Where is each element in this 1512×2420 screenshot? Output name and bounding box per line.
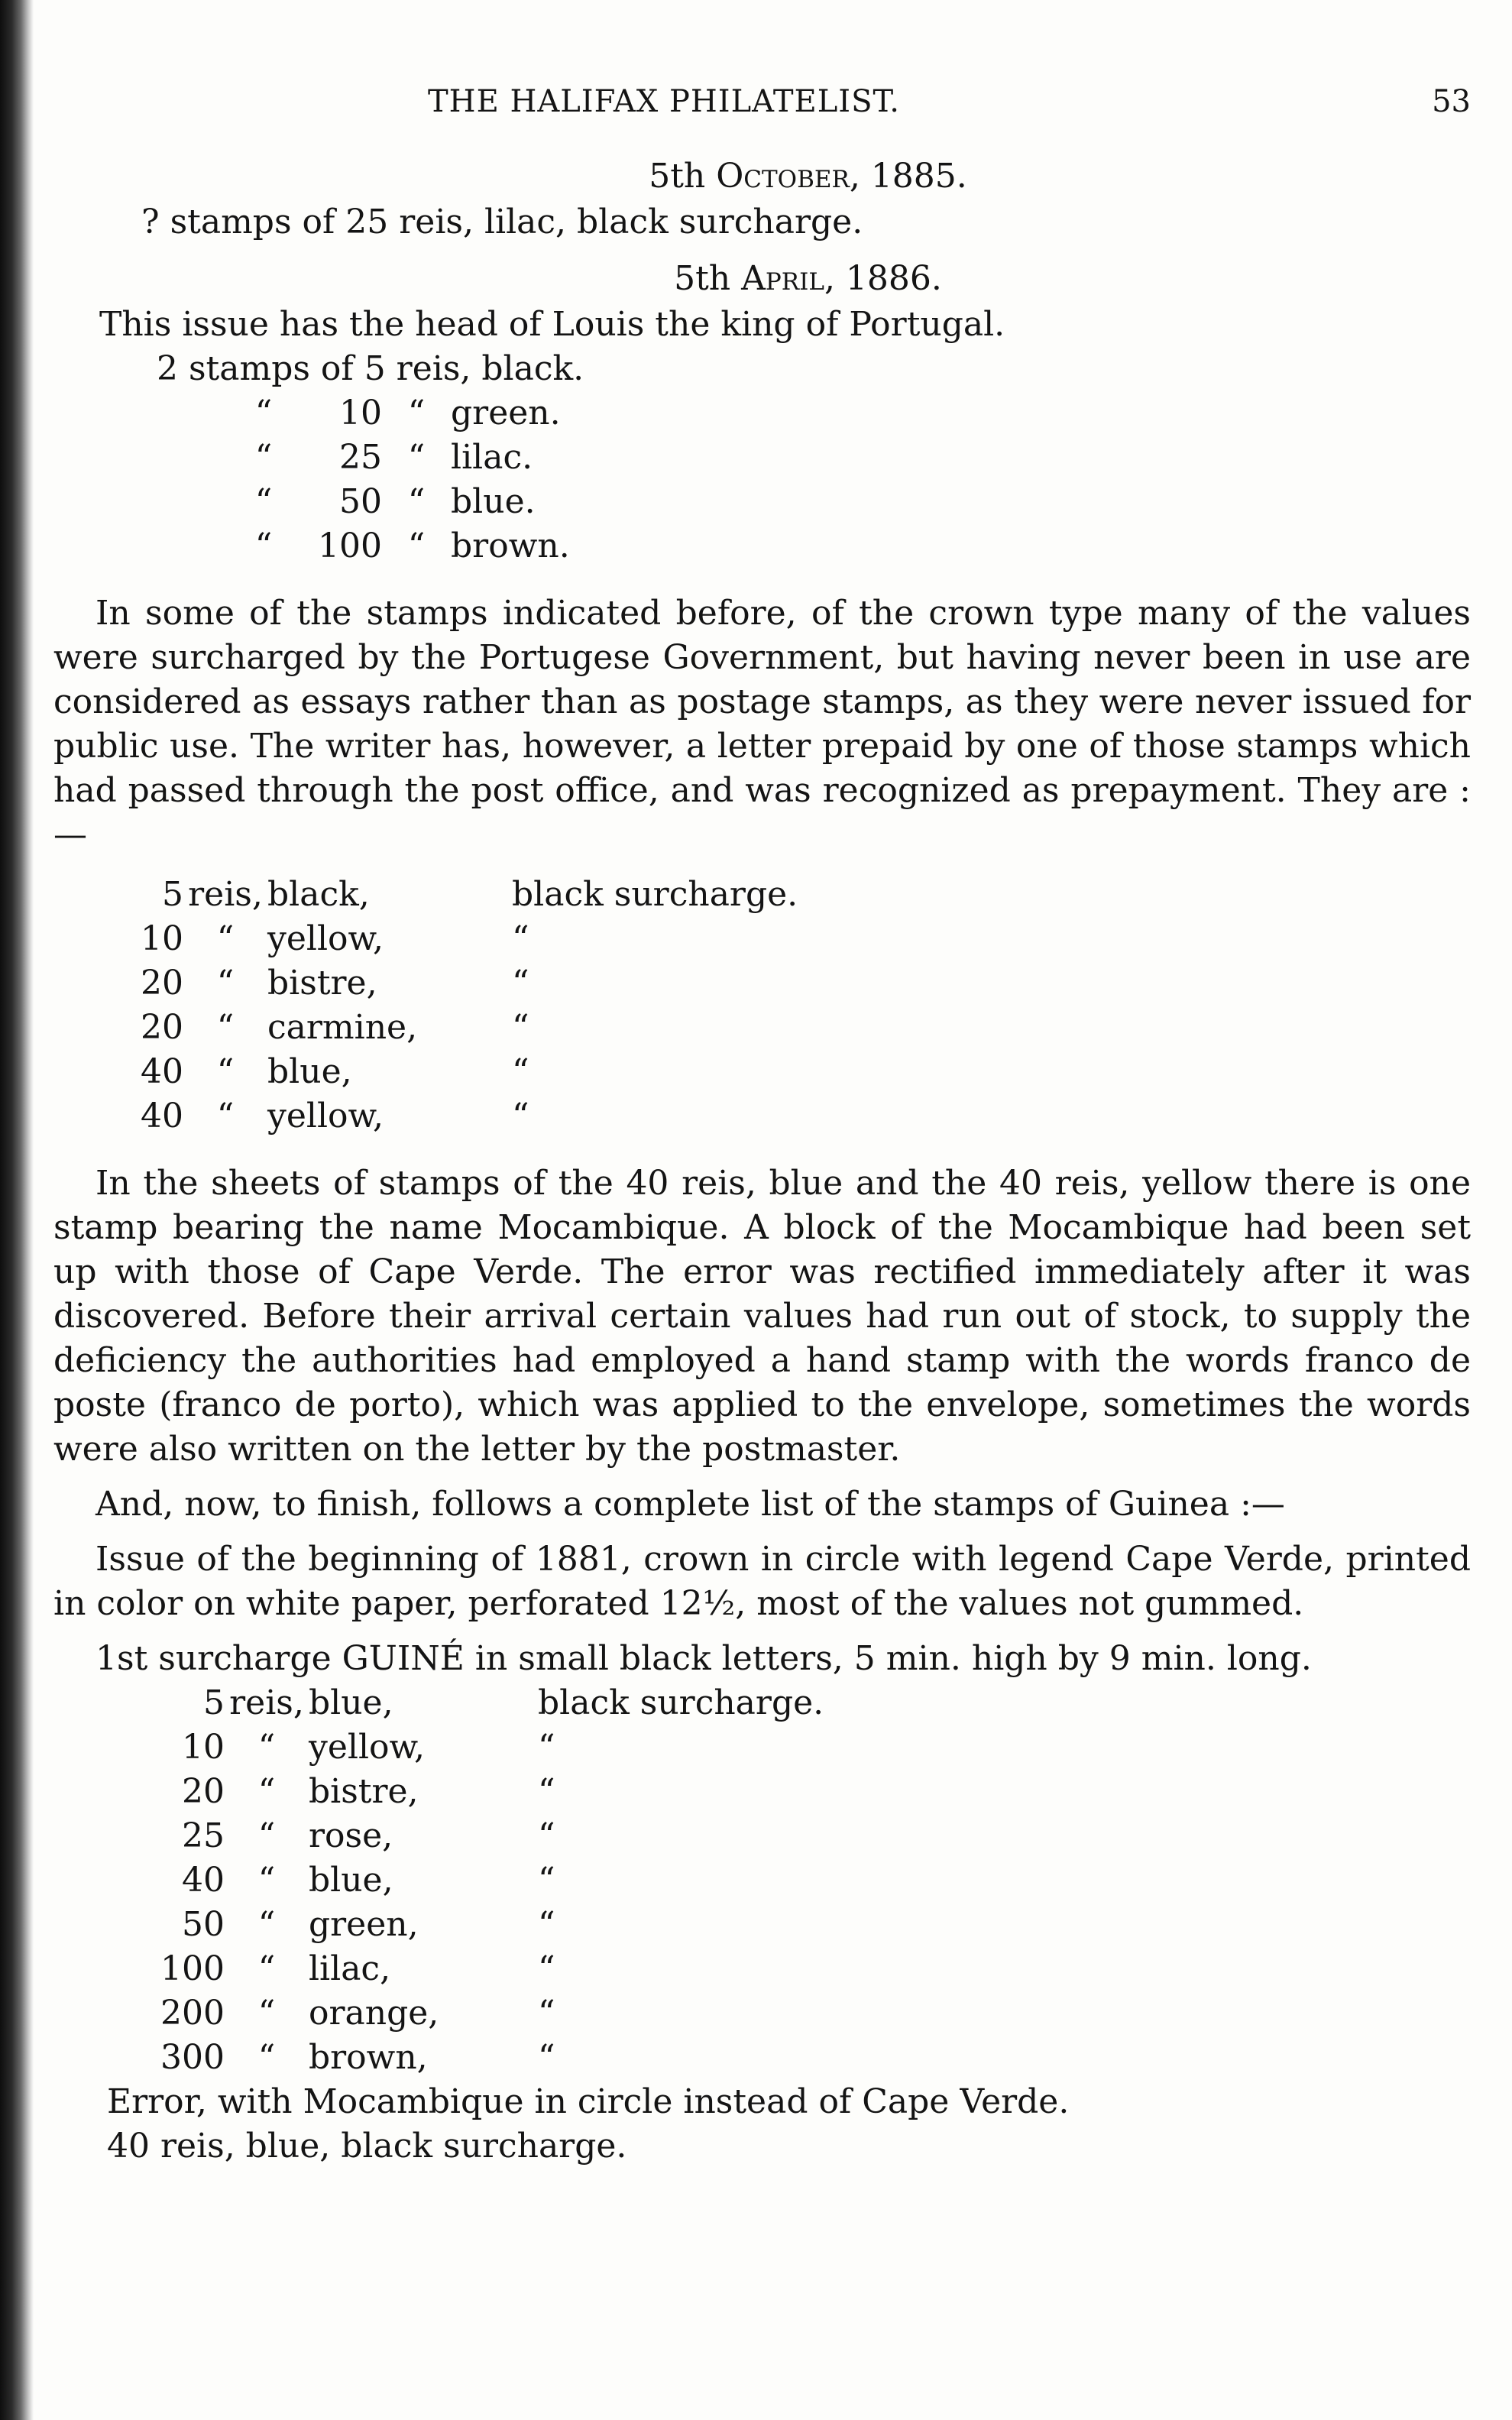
surcharge-description: 1st surcharge GUINÉ in small black letters, 5 min. high by 9 min. long. bbox=[96, 1639, 1312, 1678]
error-line: Error, with Mocambique in circle instead of Cape Verde. bbox=[107, 2082, 1070, 2121]
running-title: THE HALIFAX PHILATELIST. bbox=[428, 84, 900, 119]
list-item: 10 “ yellow, “ bbox=[141, 919, 529, 958]
list-item: 40 “ blue, “ bbox=[141, 1052, 529, 1091]
essays-list bbox=[138, 873, 798, 1139]
list-item: 40 “ blue, “ bbox=[181, 1861, 555, 1900]
list-item: 300 “ brown, “ bbox=[160, 2038, 555, 2077]
paragraph-issue-1881: Issue of the beginning of 1881, crown in circle with legend Cape Verde, printed in color on white paper, perforated 12½, most of the values not gummed. bbox=[53, 1540, 1471, 1623]
list-item: 10 “ yellow, “ bbox=[181, 1728, 555, 1767]
issue-oct-1885-line: ? stamps of 25 reis, lilac, black surcharge. bbox=[141, 202, 863, 241]
paragraph-essays: In some of the stamps indicated before, of the crown type many of the values were surcharged by the Portugese Government, but having never been in use are considered as essays rather than as postage stamps, as they were never issued for public use. The writer has, however, a letter prepaid by one of those stamps which had passed through the post office, and was recognized as prepayment. They are :— bbox=[53, 594, 1471, 854]
list-item: 200 “ orange, “ bbox=[160, 1994, 555, 2033]
list-item: “ 10 “ green. bbox=[254, 394, 561, 432]
issue-apr-1886-intro: This issue has the head of Louis the king of Portugal. bbox=[99, 305, 1005, 344]
issue-apr-1886-first: 2 stamps of 5 reis, black. bbox=[157, 349, 584, 388]
guinea-stamp-list bbox=[160, 1681, 824, 2080]
list-item: “ 50 “ blue. bbox=[254, 482, 536, 521]
list-item: “ 100 “ brown. bbox=[254, 526, 570, 565]
list-item: 25 “ rose, “ bbox=[181, 1816, 555, 1855]
scanned-binding-edge bbox=[0, 0, 34, 2420]
list-item: 50 “ green, “ bbox=[181, 1905, 555, 1944]
list-item: “ 25 “ lilac. bbox=[254, 438, 533, 477]
page bbox=[53, 84, 1471, 2169]
paragraph-mocambique-error: In the sheets of stamps of the 40 reis, blue and the 40 reis, yellow there is one stamp bearing the name Mocambique. A block of the Mocambique had been set up with those of Cape Verde. The error was rectified immediately after it was discovered. Before their arrival certain values had run out of stock, to supply the deficiency the authorities had employed a hand stamp with the words franco de poste (franco de porto), which was applied to the envelope, sometimes the words were also written on the letter by the postmaster. bbox=[53, 1164, 1471, 1469]
list-item: 100 “ lilac, “ bbox=[160, 1949, 555, 1988]
page-header bbox=[53, 84, 1471, 138]
list-item: 20 “ bistre, “ bbox=[181, 1772, 555, 1811]
page-number: 53 bbox=[1432, 84, 1471, 119]
list-item: 20 “ bistre, “ bbox=[141, 964, 529, 1003]
list-item: 5 reis, black, black surcharge. bbox=[162, 875, 798, 914]
issue-date-oct-1885: 5th October, 1885. bbox=[649, 157, 967, 196]
issue-apr-1886-list bbox=[237, 391, 570, 569]
list-item: 20 “ carmine, “ bbox=[141, 1008, 529, 1047]
paragraph-complete-list-intro: And, now, to finish, follows a complete list of the stamps of Guinea :— bbox=[96, 1485, 1285, 1524]
list-item: 5 reis, blue, black surcharge. bbox=[202, 1683, 824, 1722]
list-item: 40 “ yellow, “ bbox=[141, 1097, 529, 1135]
issue-date-apr-1886: 5th April, 1886. bbox=[674, 259, 942, 298]
error-stamp-line: 40 reis, blue, black surcharge. bbox=[107, 2127, 627, 2166]
